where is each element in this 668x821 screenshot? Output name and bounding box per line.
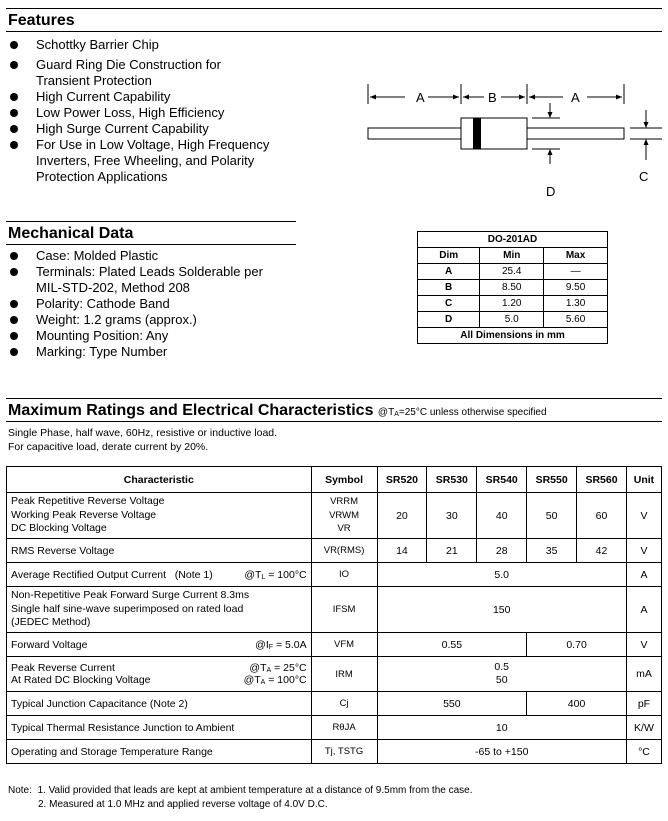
- char-cell: [7, 633, 312, 657]
- table-row: [418, 312, 608, 328]
- cond-at: @T: [249, 662, 267, 674]
- dim-header: Min: [480, 248, 544, 264]
- dim-cell: —: [544, 264, 608, 280]
- char-cell: Typical Thermal Resistance Junction to Ambient: [7, 716, 312, 740]
- value-cell: 0.70: [527, 633, 627, 657]
- footnote-1: Note: 1. Valid provided that leads are kept at ambient temperature at a distance of 9.5mm from the case.: [8, 785, 473, 796]
- features-title: Features: [8, 12, 75, 29]
- value-cell: 150: [377, 587, 626, 633]
- dim-cell: 1.30: [544, 296, 608, 312]
- char-label: At Rated DC Blocking Voltage: [11, 674, 151, 686]
- dim-table-title: DO-201AD: [418, 232, 608, 248]
- cond-rest: =25°C unless otherwise specified: [398, 407, 547, 418]
- symbol-cell: VFM: [311, 633, 377, 657]
- symbol-cell: RθJA: [311, 716, 377, 740]
- cond-sub: F: [268, 643, 274, 651]
- cond-sub: L: [261, 573, 266, 581]
- char-cell: Typical Junction Capacitance (Note 2): [7, 692, 312, 716]
- cond-at: @T: [377, 407, 395, 418]
- value-line: 50: [495, 674, 508, 686]
- ratings-rule: [6, 421, 662, 422]
- value-cell: 50: [527, 493, 577, 539]
- mechanical-item: Marking: Type Number: [8, 344, 308, 360]
- table-row: [418, 296, 608, 312]
- unit-cell: V: [626, 633, 661, 657]
- ratings-title-block: [8, 402, 547, 420]
- char-line: DC Blocking Voltage: [11, 522, 107, 535]
- table-row: [7, 539, 662, 563]
- symbol-line: VRWM: [329, 509, 359, 521]
- symbol-cell: IO: [311, 563, 377, 587]
- cond-at: @I: [255, 638, 269, 651]
- char-label: Average Rectified Output Current (Note 1): [11, 568, 213, 581]
- ratings-note-2: For capacitive load, derate current by 20%.: [8, 441, 209, 453]
- dim-cell: 5.0: [480, 312, 544, 328]
- table-row: [418, 280, 608, 296]
- value-cell: 550: [377, 692, 527, 716]
- char-line: (JEDEC Method): [11, 616, 91, 629]
- table-row: [7, 740, 662, 764]
- table-row: [7, 493, 662, 539]
- mechanical-rule-top: [6, 221, 296, 222]
- char-cell: [7, 657, 312, 692]
- dim-label-b: B: [488, 90, 497, 105]
- char-label: Peak Reverse Current: [11, 662, 115, 674]
- col-header: SR530: [427, 467, 477, 493]
- symbol-cell: [311, 493, 377, 539]
- unit-cell: pF: [626, 692, 661, 716]
- cond-rest: = 100°C: [265, 674, 307, 686]
- value-cell: 30: [427, 493, 477, 539]
- symbol-cell: VR(RMS): [311, 539, 377, 563]
- dim-cell: 8.50: [480, 280, 544, 296]
- col-header: SR550: [527, 467, 577, 493]
- value-cell: 400: [527, 692, 627, 716]
- value-cell: 21: [427, 539, 477, 563]
- value-line: 0.5: [494, 660, 510, 673]
- footnote-2: 2. Measured at 1.0 MHz and applied reverse voltage of 4.0V D.C.: [38, 799, 328, 810]
- feature-item: Schottky Barrier Chip: [8, 37, 308, 53]
- cond-at: @T: [243, 674, 261, 686]
- table-row: [7, 563, 662, 587]
- dim-label-c: C: [639, 169, 649, 184]
- value-cell: [377, 657, 626, 692]
- char-condition: [249, 662, 306, 674]
- char-condition: [244, 569, 306, 581]
- dim-cell: B: [418, 280, 480, 296]
- char-line: Peak Repetitive Reverse Voltage: [11, 495, 165, 508]
- cond-sub: A: [394, 411, 399, 418]
- unit-cell: V: [626, 493, 661, 539]
- dim-label-a-left: A: [416, 90, 425, 105]
- dim-cell: A: [418, 264, 480, 280]
- table-row: [418, 264, 608, 280]
- dim-cell: 9.50: [544, 280, 608, 296]
- char-condition: [244, 674, 307, 686]
- mechanical-title: Mechanical Data: [8, 225, 134, 242]
- symbol-line: VR: [337, 523, 351, 535]
- value-cell: 60: [577, 493, 627, 539]
- mechanical-item: Polarity: Cathode Band: [8, 296, 308, 312]
- cond-rest: = 100°C: [265, 568, 307, 581]
- char-label: Forward Voltage: [11, 638, 88, 651]
- char-condition: [255, 639, 306, 651]
- mechanical-item: Mounting Position: Any: [8, 328, 308, 344]
- col-header: Symbol: [311, 467, 377, 493]
- value-cell: 42: [577, 539, 627, 563]
- characteristics-table: [6, 466, 662, 764]
- table-row: [7, 657, 662, 692]
- col-header: SR540: [477, 467, 527, 493]
- dim-table-footer: All Dimensions in mm: [418, 328, 608, 344]
- char-line: Single half sine-wave superimposed on rated load: [11, 602, 244, 615]
- ratings-condition: [378, 407, 547, 418]
- char-cell: RMS Reverse Voltage: [7, 539, 312, 563]
- char-cell: [7, 563, 312, 587]
- feature-item: High Surge Current Capability: [8, 121, 308, 137]
- table-row: [7, 692, 662, 716]
- col-header: Characteristic: [7, 467, 312, 493]
- col-header: SR520: [377, 467, 427, 493]
- value-cell: 14: [377, 539, 427, 563]
- mechanical-item: Terminals: Plated Leads Solderable per MIL-STD-202, Method 208: [8, 264, 288, 296]
- footnotes: [8, 784, 473, 812]
- unit-cell: K/W: [626, 716, 661, 740]
- char-cell: Operating and Storage Temperature Range: [7, 740, 312, 764]
- mechanical-item: Case: Molded Plastic: [8, 248, 308, 264]
- ratings-notes: [8, 426, 277, 454]
- value-cell: 40: [477, 493, 527, 539]
- symbol-cell: IFSM: [311, 587, 377, 633]
- unit-cell: °C: [626, 740, 661, 764]
- dim-cell: 1.20: [480, 296, 544, 312]
- symbol-cell: Cj: [311, 692, 377, 716]
- value-cell: 20: [377, 493, 427, 539]
- char-line: Non-Repetitive Peak Forward Surge Current 8.3ms: [11, 589, 250, 602]
- dim-cell: D: [418, 312, 480, 328]
- dim-cell: 5.60: [544, 312, 608, 328]
- dim-cell: C: [418, 296, 480, 312]
- unit-cell: A: [626, 563, 661, 587]
- table-row: [7, 587, 662, 633]
- value-cell: 5.0: [377, 563, 626, 587]
- col-header: Unit: [626, 467, 661, 493]
- dim-header: Max: [544, 248, 608, 264]
- value-cell: 10: [377, 716, 626, 740]
- symbol-cell: IRM: [311, 657, 377, 692]
- table-row: [7, 633, 662, 657]
- col-header: SR560: [577, 467, 627, 493]
- cond-rest: = 25°C: [271, 662, 307, 674]
- dim-label-a-right: A: [571, 90, 580, 105]
- table-row: [7, 716, 662, 740]
- package-diagram: [0, 0, 668, 210]
- feature-item: For Use in Low Voltage, High Frequency Inverters, Free Wheeling, and Polarity Protection Applications: [8, 137, 288, 185]
- feature-item: High Current Capability: [8, 89, 308, 105]
- ratings-title: Maximum Ratings and Electrical Characteristics: [8, 402, 374, 419]
- symbol-line: VRRM: [330, 496, 359, 508]
- cond-at: @T: [244, 568, 262, 581]
- dim-header: Dim: [418, 248, 480, 264]
- cond-rest: = 5.0A: [273, 638, 307, 651]
- value-cell: 0.55: [377, 633, 527, 657]
- value-cell: 35: [527, 539, 577, 563]
- dim-cell: 25.4: [480, 264, 544, 280]
- dim-label-d: D: [546, 184, 556, 199]
- mechanical-item: Weight: 1.2 grams (approx.): [8, 312, 308, 328]
- mechanical-rule: [6, 244, 296, 245]
- char-cell: [7, 493, 312, 539]
- ratings-rule-top: [6, 398, 662, 399]
- feature-item: Guard Ring Die Construction for Transient Protection: [8, 57, 248, 89]
- feature-item: Low Power Loss, High Efficiency: [8, 105, 308, 121]
- cond-sub: A: [260, 679, 266, 686]
- value-cell: -65 to +150: [377, 740, 626, 764]
- char-line: Working Peak Reverse Voltage: [11, 508, 157, 521]
- cond-sub: A: [266, 667, 272, 674]
- ratings-note-1: Single Phase, half wave, 60Hz, resistive or inductive load.: [8, 427, 278, 439]
- symbol-cell: Tj, TSTG: [311, 740, 377, 764]
- char-cell: [7, 587, 312, 633]
- dimension-table: [417, 231, 608, 344]
- unit-cell: A: [626, 587, 661, 633]
- unit-cell: mA: [626, 657, 661, 692]
- mechanical-list: [8, 248, 308, 360]
- value-cell: 28: [477, 539, 527, 563]
- unit-cell: V: [626, 539, 661, 563]
